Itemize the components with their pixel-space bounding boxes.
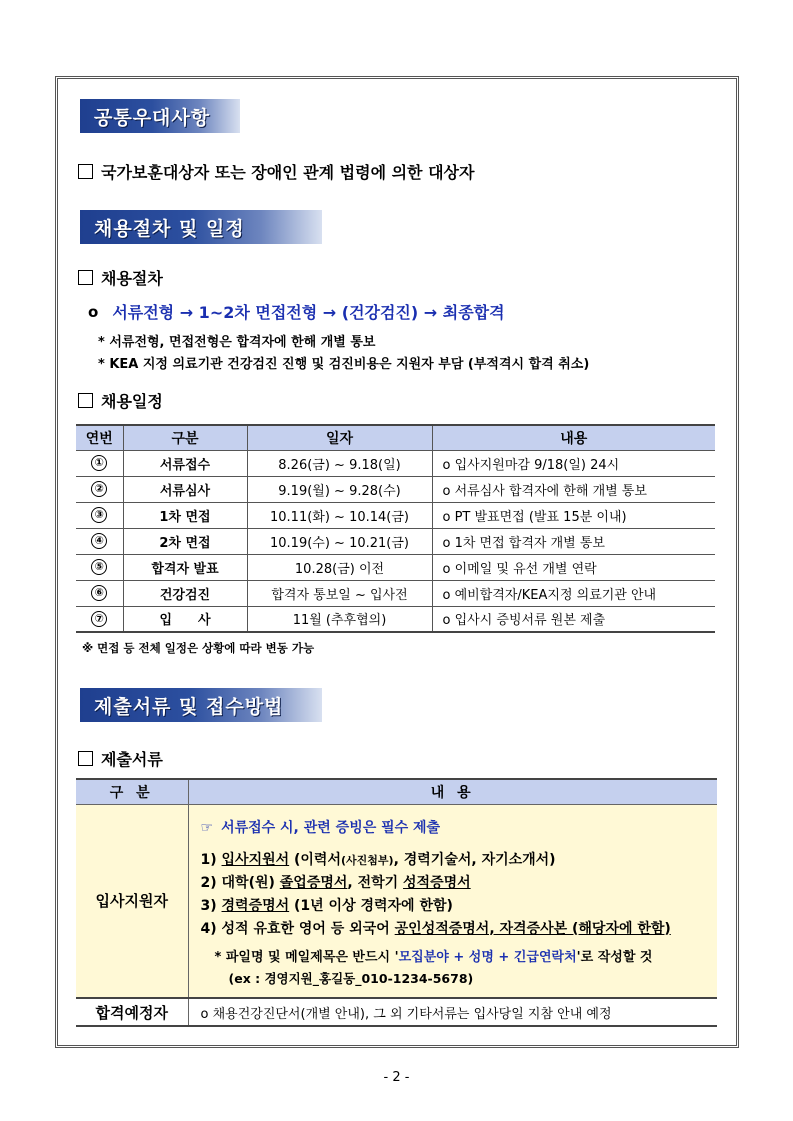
table-header-row (76, 779, 717, 804)
heading-text: 채용절차 (101, 269, 163, 288)
row-content: o 1차 면접 합격자 개별 통보 (432, 528, 715, 554)
row-content: o 이메일 및 유선 개별 연락 (432, 554, 715, 580)
row-date: 10.19(수) ~ 10.21(금) (247, 528, 432, 554)
table-row (76, 502, 715, 528)
item-number: 4) (200, 920, 217, 937)
required-hint (201, 817, 718, 837)
table-row (76, 528, 715, 554)
number-badge: ③ (91, 507, 107, 523)
row-no (76, 580, 123, 606)
row-category: 서류심사 (123, 476, 247, 502)
table-row (76, 450, 715, 476)
row-date: 합격자 통보일 ~ 입사전 (247, 580, 432, 606)
section-banner-documents (80, 688, 322, 722)
documents-table (76, 778, 717, 1027)
col-header-no: 연번 (76, 425, 123, 450)
hint-text: 서류접수 시, 관련 증빙은 필수 제출 (221, 819, 441, 836)
row-no (76, 528, 123, 554)
table-row (76, 580, 715, 606)
section-banner-procedure (80, 210, 322, 244)
row-category: 1차 면접 (123, 502, 247, 528)
item-text: (사진첨부) (341, 853, 394, 867)
row-content: o 예비합격자/KEA지정 의료기관 안내 (432, 580, 715, 606)
row-date: 11월 (추후협의) (247, 606, 432, 632)
item-text: , 경력기술서, 자기소개서) (393, 851, 556, 868)
banner-title: 공통우대사항 (94, 106, 211, 129)
doc-item-4 (201, 918, 718, 941)
row-category: 서류접수 (123, 450, 247, 476)
checkbox-square-icon (78, 270, 93, 285)
procedure-note-1: * 서류전형, 면접전형은 합격자에 한해 개별 통보 (98, 335, 376, 350)
checkbox-square-icon (78, 751, 93, 766)
pointing-hand-icon: ☞ (200, 819, 214, 836)
row-date: 8.26(금) ~ 9.18(일) (247, 450, 432, 476)
item-text: (이력서 (289, 851, 341, 868)
table-row (76, 476, 715, 502)
row-date: 9.19(월) ~ 9.28(수) (247, 476, 432, 502)
row-no (76, 554, 123, 580)
table-row-applicant (76, 804, 717, 998)
item-text: 경력증명서 (221, 897, 290, 914)
table-row-passed (76, 998, 717, 1026)
item-text: 대학(원) (221, 874, 280, 891)
row-content: o 서류심사 합격자에 한해 개별 통보 (432, 476, 715, 502)
heading-text: 채용일정 (101, 392, 163, 411)
item-text: 성적증명서 (403, 874, 471, 891)
remark-text: * 파일명 및 메일제목은 반드시 ' (214, 949, 399, 965)
item-text: (1년 이상 경력자에 한함) (289, 897, 453, 914)
row-no (76, 502, 123, 528)
number-badge: ② (91, 481, 107, 497)
table-row (76, 606, 715, 632)
col-header-content: 내 용 (188, 779, 717, 804)
item-text: 공인성적증명서, 자격증사본 (해당자에 한함) (394, 920, 671, 937)
col-header-content: 내용 (432, 425, 715, 450)
doc-item-3 (201, 895, 718, 918)
section-banner-preference (80, 99, 240, 133)
schedule-heading (78, 389, 163, 412)
row-category: 입사지원자 (76, 804, 188, 998)
row-category: 건강검진 (123, 580, 247, 606)
row-category: 2차 면접 (123, 528, 247, 554)
row-content: o 입사지원마감 9/18(일) 24시 (432, 450, 715, 476)
page-number: - 2 - (383, 1070, 410, 1085)
banner-title: 제출서류 및 접수방법 (94, 695, 284, 718)
preference-text: 국가보훈대상자 또는 장애인 관계 법령에 의한 대상자 (101, 163, 475, 182)
bullet-circle-icon: o (88, 302, 99, 321)
row-content: o 입사시 증빙서류 원본 제출 (432, 606, 715, 632)
col-header-category: 구분 (123, 425, 247, 450)
procedure-heading (78, 266, 163, 289)
row-content: o 채용건강진단서(개별 안내), 그 외 기타서류는 입사당일 지참 안내 예정 (188, 998, 717, 1026)
schedule-table (76, 424, 715, 633)
number-badge: ⑦ (91, 611, 107, 627)
row-no (76, 450, 123, 476)
row-date: 10.28(금) 이전 (247, 554, 432, 580)
row-content: o PT 발표면접 (발표 15분 이내) (432, 502, 715, 528)
item-text: 성적 유효한 영어 등 외국어 (221, 920, 395, 937)
preference-item (78, 160, 474, 183)
item-text: 입사지원서 (221, 851, 290, 868)
item-number: 2) (200, 874, 217, 891)
row-category: 입 사 (123, 606, 247, 632)
schedule-note: ※ 면접 등 전체 일정은 상황에 따라 변동 가능 (82, 641, 315, 655)
checkbox-square-icon (78, 164, 93, 179)
row-date: 10.11(화) ~ 10.14(금) (247, 502, 432, 528)
col-header-category: 구 분 (76, 779, 188, 804)
table-row (76, 554, 715, 580)
procedure-note-2: * KEA 지정 의료기관 건강검진 진행 및 검진비용은 지원자 부담 (부적격시 합격 취소) (98, 357, 590, 372)
col-header-date: 일자 (247, 425, 432, 450)
remark-text: '로 작성할 것 (576, 949, 653, 965)
documents-heading (78, 747, 163, 770)
heading-text: 제출서류 (101, 750, 163, 769)
number-badge: ⑥ (91, 585, 107, 601)
item-text: , 전학기 (347, 874, 404, 891)
number-badge: ④ (91, 533, 107, 549)
row-category: 합격자 발표 (123, 554, 247, 580)
row-no (76, 606, 123, 632)
row-category: 합격예정자 (76, 998, 188, 1026)
item-number: 1) (200, 851, 217, 868)
number-badge: ① (91, 455, 107, 471)
doc-item-1 (201, 849, 718, 872)
checkbox-square-icon (78, 393, 93, 408)
number-badge: ⑤ (91, 559, 107, 575)
procedure-flow (88, 300, 505, 323)
item-text: 졸업증명서 (279, 874, 348, 891)
item-number: 3) (200, 897, 217, 914)
doc-item-2 (201, 872, 718, 895)
filename-remark (215, 947, 718, 969)
flow-text: 서류전형 → 1~2차 면접전형 → (건강검진) → 최종합격 (112, 303, 505, 322)
filename-example: (ex : 경영지원_홍길동_010-1234-5678) (228, 970, 474, 986)
table-header-row (76, 425, 715, 450)
banner-title: 채용절차 및 일정 (94, 217, 245, 240)
row-content (188, 804, 717, 998)
row-no (76, 476, 123, 502)
remark-highlight: 모집분야 + 성명 + 긴급연락처 (398, 949, 577, 965)
